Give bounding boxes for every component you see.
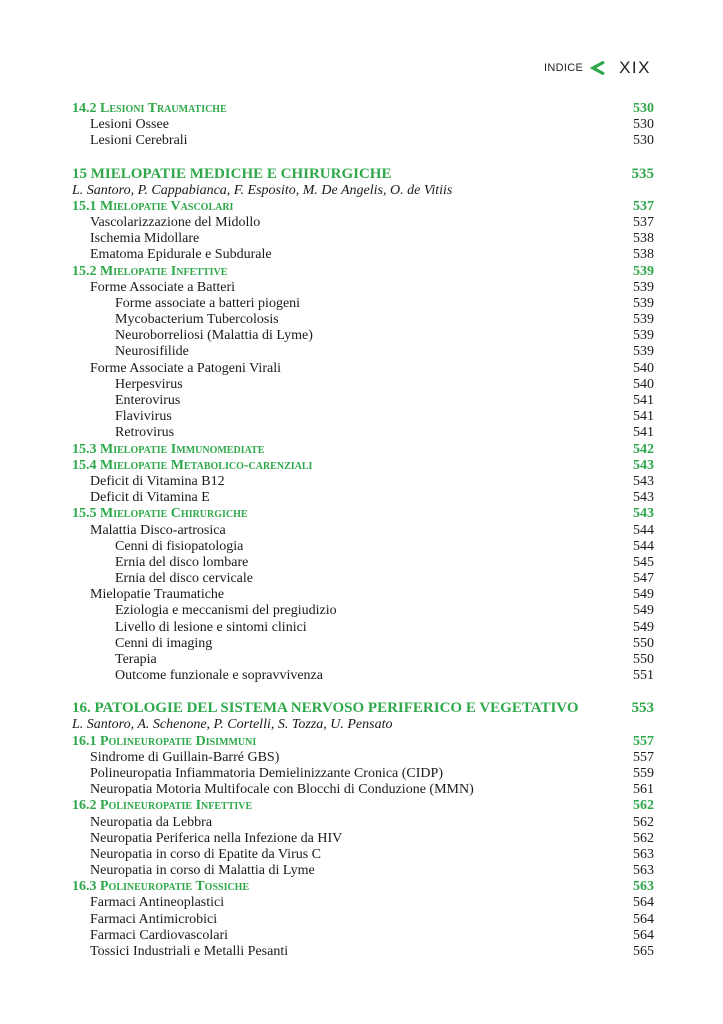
chapter-heading-title: 16. PATOLOGIE DEL SISTEMA NERVOSO PERIFERICO E VEGETATIVO bbox=[72, 700, 579, 717]
toc-entry-page-number: 564 bbox=[633, 927, 654, 943]
toc-entry-page-number: 551 bbox=[633, 668, 654, 684]
toc-entry-page-number: 530 bbox=[633, 117, 654, 133]
toc-entry[interactable] bbox=[72, 523, 654, 539]
toc-entry-page-number: 541 bbox=[633, 425, 654, 441]
section-heading-title: 15.4 Mielopatie Metabolico-carenziali bbox=[72, 457, 313, 473]
section-heading-title: 15.1 Mielopatie Vascolari bbox=[72, 198, 234, 214]
section-heading[interactable] bbox=[72, 199, 654, 215]
toc-entry[interactable] bbox=[72, 928, 654, 944]
toc-entry[interactable] bbox=[72, 895, 654, 911]
toc-entry[interactable] bbox=[72, 133, 654, 149]
toc-entry-title: Lesioni Cerebrali bbox=[90, 133, 188, 149]
toc-entry-title: Forme Associate a Batteri bbox=[90, 279, 236, 295]
toc-entry-title: Herpesvirus bbox=[115, 376, 183, 392]
toc-entry-title: Outcome funzionale e sopravvivenza bbox=[115, 668, 323, 684]
section-heading-title: 15.3 Mielopatie Immunomediate bbox=[72, 441, 265, 457]
toc-entry-title: Ernia del disco lombare bbox=[115, 554, 249, 570]
toc-entry-title: Eziologia e meccanismi del pregiudizio bbox=[115, 603, 337, 619]
toc-entry-title: Mycobacterium Tubercolosis bbox=[115, 312, 279, 328]
toc-entry-title: Sindrome di Guillain-Barré GBS) bbox=[90, 749, 280, 765]
toc-entry-title: Malattia Disco-artrosica bbox=[90, 522, 226, 538]
toc-entry-page-number: 557 bbox=[633, 749, 654, 765]
section-heading[interactable] bbox=[72, 458, 654, 474]
section-heading-page-number: 537 bbox=[633, 198, 654, 214]
toc-entry-page-number: 564 bbox=[633, 911, 654, 927]
section-heading-page-number: 543 bbox=[633, 506, 654, 522]
page-numeral: XIX bbox=[619, 58, 651, 77]
toc-entry[interactable] bbox=[72, 361, 654, 377]
section-heading-page-number: 557 bbox=[633, 733, 654, 749]
section-heading[interactable] bbox=[72, 506, 654, 522]
toc-entry-page-number: 564 bbox=[633, 895, 654, 911]
toc-entry-title: Neuroborreliosi (Malattia di Lyme) bbox=[115, 328, 313, 344]
toc-entry-title: Ematoma Epidurale e Subdurale bbox=[90, 247, 272, 263]
section-heading-title: 16.1 Polineuropatie Disimmuni bbox=[72, 733, 257, 749]
toc-entry-title: Vascolarizzazione del Midollo bbox=[90, 214, 261, 230]
toc-entry[interactable] bbox=[72, 328, 654, 344]
toc-entry-page-number: 563 bbox=[633, 846, 654, 862]
toc-entry-page-number: 561 bbox=[633, 782, 654, 798]
toc-entry-title: Farmaci Cardiovascolari bbox=[90, 927, 229, 943]
toc-entry-page-number: 562 bbox=[633, 830, 654, 846]
toc-entry-page-number: 547 bbox=[633, 571, 654, 587]
toc-entry-title: Farmaci Antimicrobici bbox=[90, 911, 218, 927]
toc-entry-title: Ernia del disco cervicale bbox=[115, 571, 253, 587]
section-heading[interactable] bbox=[72, 879, 654, 895]
toc-entry-title: Mielopatie Traumatiche bbox=[90, 587, 225, 603]
section-heading-page-number: 562 bbox=[633, 798, 654, 814]
toc-entry[interactable] bbox=[72, 912, 654, 928]
toc-entry-title: Cenni di fisiopatologia bbox=[115, 538, 244, 554]
toc-entry-page-number: 537 bbox=[633, 214, 654, 230]
toc-entry-page-number: 541 bbox=[633, 409, 654, 425]
toc-entry-page-number: 550 bbox=[633, 652, 654, 667]
toc-entry[interactable] bbox=[72, 231, 654, 247]
chapter-heading-title: 15 MIELOPATIE MEDICHE E CHIRURGICHE bbox=[72, 165, 392, 182]
toc-entry[interactable] bbox=[72, 393, 654, 409]
section-heading[interactable] bbox=[72, 798, 654, 814]
chapter-authors: L. Santoro, P. Cappabianca, F. Esposito, M. De Angelis, O. de Vitiis bbox=[72, 182, 453, 198]
chapter-authors: L. Santoro, A. Schenone, P. Cortelli, S. Tozza, U. Pensato bbox=[72, 717, 393, 733]
page-header bbox=[544, 58, 651, 78]
section-heading-title: 16.2 Polineuropatie Infettive bbox=[72, 798, 253, 814]
section-heading-page-number: 563 bbox=[633, 879, 654, 895]
toc-entry-page-number: 544 bbox=[633, 522, 654, 538]
toc-entry[interactable] bbox=[72, 555, 654, 571]
toc-entry[interactable] bbox=[72, 831, 654, 847]
toc-entry[interactable] bbox=[72, 571, 654, 587]
toc-entry-page-number: 530 bbox=[633, 133, 654, 149]
chevron-left-icon bbox=[589, 61, 607, 75]
toc-entry-title: Enterovirus bbox=[115, 393, 181, 408]
toc-entry[interactable] bbox=[72, 815, 654, 831]
toc-entry[interactable] bbox=[72, 296, 654, 312]
toc-entry-page-number: 538 bbox=[633, 231, 654, 247]
toc-entry-page-number: 540 bbox=[633, 376, 654, 392]
toc-entry-title: Polineuropatia Infiammatoria Demielinizzante Cronica (CIDP) bbox=[90, 765, 443, 781]
toc-entry[interactable] bbox=[72, 944, 654, 960]
section-heading-title: 16.3 Polineuropatie Tossiche bbox=[72, 879, 250, 895]
toc-entry-title: Neurosifilide bbox=[115, 344, 189, 360]
toc-entry-title: Retrovirus bbox=[115, 425, 175, 441]
toc-entry-page-number: 549 bbox=[633, 619, 654, 635]
toc-entry-title: Cenni di imaging bbox=[115, 635, 213, 651]
toc-entry-page-number: 544 bbox=[633, 538, 654, 554]
toc-entry-page-number: 539 bbox=[633, 344, 654, 360]
toc-entry[interactable] bbox=[72, 603, 654, 619]
table-of-contents bbox=[72, 101, 654, 960]
toc-entry[interactable] bbox=[72, 863, 654, 879]
toc-entry-title: Neuropatia Motoria Multifocale con Blocchi di Conduzione (MMN) bbox=[90, 782, 474, 798]
section-heading-page-number: 539 bbox=[633, 263, 654, 279]
toc-entry[interactable] bbox=[72, 280, 654, 296]
toc-entry-page-number: 539 bbox=[633, 312, 654, 328]
toc-entry-title: Forme Associate a Patogeni Virali bbox=[90, 360, 281, 376]
toc-entry[interactable] bbox=[72, 117, 654, 133]
chapter-heading[interactable] bbox=[72, 699, 654, 717]
toc-entry[interactable] bbox=[72, 620, 654, 636]
toc-entry[interactable] bbox=[72, 312, 654, 328]
toc-entry-page-number: 541 bbox=[633, 393, 654, 408]
toc-entry-title: Forme associate a batteri piogeni bbox=[115, 295, 301, 311]
section-heading-page-number: 542 bbox=[633, 441, 654, 457]
toc-entry[interactable] bbox=[72, 750, 654, 766]
toc-entry-page-number: 550 bbox=[633, 635, 654, 651]
toc-entry[interactable] bbox=[72, 668, 654, 684]
toc-entry[interactable] bbox=[72, 474, 654, 490]
section-heading[interactable] bbox=[72, 101, 654, 117]
header-label: INDICE bbox=[544, 62, 584, 74]
toc-entry-page-number: 540 bbox=[633, 360, 654, 376]
toc-entry-title: Ischemia Midollare bbox=[90, 231, 200, 247]
toc-entry[interactable] bbox=[72, 847, 654, 863]
toc-entry-title: Deficit di Vitamina E bbox=[90, 490, 210, 506]
section-heading-page-number: 530 bbox=[633, 101, 654, 116]
toc-entry[interactable] bbox=[72, 587, 654, 603]
section-heading-title: 15.5 Mielopatie Chirurgiche bbox=[72, 506, 248, 522]
toc-entry-title: Neuropatia in corso di Epatite da Virus C bbox=[90, 846, 322, 862]
toc-entry[interactable] bbox=[72, 377, 654, 393]
chapter-heading-page-number: 553 bbox=[631, 700, 654, 717]
toc-entry-page-number: 539 bbox=[633, 295, 654, 311]
toc-entry[interactable] bbox=[72, 247, 654, 263]
toc-entry-page-number: 549 bbox=[633, 587, 654, 603]
section-heading[interactable] bbox=[72, 734, 654, 750]
section-heading-title: 14.2 Lesioni Traumatiche bbox=[72, 101, 227, 116]
toc-entry[interactable] bbox=[72, 344, 654, 360]
toc-entry[interactable] bbox=[72, 490, 654, 506]
toc-entry[interactable] bbox=[72, 409, 654, 425]
toc-entry[interactable] bbox=[72, 425, 654, 441]
toc-entry-title: Tossici Industriali e Metalli Pesanti bbox=[90, 944, 289, 959]
toc-entry-page-number: 549 bbox=[633, 603, 654, 619]
toc-entry-page-number: 545 bbox=[633, 554, 654, 570]
toc-entry-page-number: 539 bbox=[633, 328, 654, 344]
toc-entry-title: Livello di lesione e sintomi clinici bbox=[115, 619, 307, 635]
toc-entry[interactable] bbox=[72, 636, 654, 652]
toc-entry-page-number: 543 bbox=[633, 473, 654, 489]
toc-entry-page-number: 565 bbox=[633, 944, 654, 959]
section-heading-title: 15.2 Mielopatie Infettive bbox=[72, 263, 228, 279]
toc-entry-title: Neuropatia Periferica nella Infezione da HIV bbox=[90, 830, 343, 846]
chapter-heading-page-number: 535 bbox=[631, 165, 654, 182]
toc-entry-page-number: 538 bbox=[633, 247, 654, 263]
section-heading[interactable] bbox=[72, 442, 654, 458]
toc-entry-title: Terapia bbox=[115, 652, 157, 667]
toc-entry[interactable] bbox=[72, 539, 654, 555]
toc-entry-page-number: 562 bbox=[633, 814, 654, 830]
toc-entry[interactable] bbox=[72, 215, 654, 231]
section-heading-page-number: 543 bbox=[633, 457, 654, 473]
toc-entry-page-number: 563 bbox=[633, 863, 654, 879]
toc-entry-page-number: 539 bbox=[633, 279, 654, 295]
section-heading[interactable] bbox=[72, 264, 654, 280]
toc-entry-title: Neuropatia in corso di Malattia di Lyme bbox=[90, 863, 315, 879]
chapter-heading[interactable] bbox=[72, 165, 654, 183]
toc-entry[interactable] bbox=[72, 652, 654, 668]
toc-entry-title: Flavivirus bbox=[115, 409, 172, 425]
toc-entry[interactable] bbox=[72, 782, 654, 798]
toc-entry-title: Deficit di Vitamina B12 bbox=[90, 473, 225, 489]
toc-entry[interactable] bbox=[72, 766, 654, 782]
toc-entry-page-number: 559 bbox=[633, 765, 654, 781]
toc-entry-title: Lesioni Ossee bbox=[90, 117, 169, 133]
toc-entry-title: Neuropatia da Lebbra bbox=[90, 814, 213, 830]
toc-entry-page-number: 543 bbox=[633, 490, 654, 506]
toc-entry-title: Farmaci Antineoplastici bbox=[90, 895, 225, 911]
